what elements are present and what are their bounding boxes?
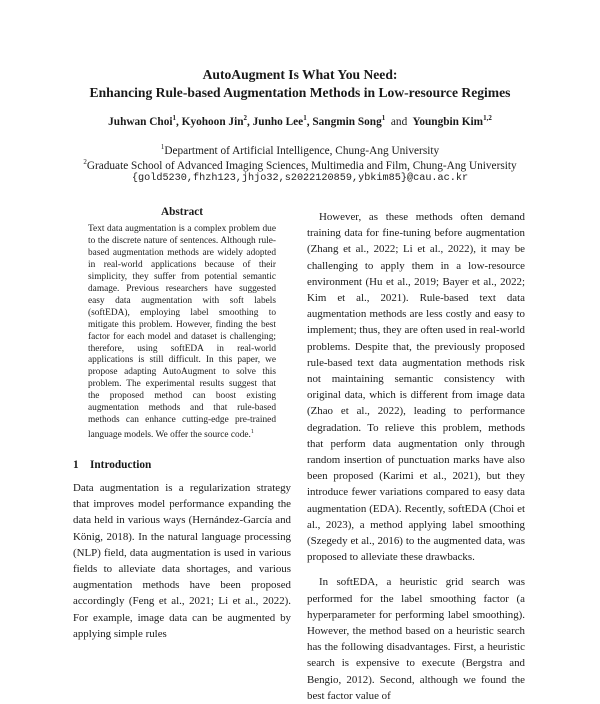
section-heading-introduction bbox=[73, 459, 151, 471]
affiliation-mark: 2 bbox=[83, 158, 87, 166]
left-column-body bbox=[73, 480, 291, 642]
footnote-mark: 1 bbox=[250, 429, 254, 436]
title-line-1: AutoAugment Is What You Need: bbox=[202, 67, 398, 82]
author: Kyohoon Jin bbox=[181, 115, 244, 128]
author: Junho Lee bbox=[252, 115, 304, 128]
section-number: 1 bbox=[73, 459, 79, 471]
abstract-heading: Abstract bbox=[160, 206, 204, 218]
abstract-text: Text data augmentation is a complex problem due to the discrete nature of sentences. Although rule-based augmentation methods are widely adopted in real-world applications because of their simplicity, they suffer from potential semantic damage. Previous researchers have suggested easy data augmentation with soft labels (softEDA), employing label smoothing to mitigate this problem. However, finding the best factor for each model and dataset is challenging; therefore, using softEDA in real-world applications is still difficult. In this paper, we propose adapting AutoAugment to solve this problem. The experimental results suggest that the proposed method can boost existing augmentation methods and that rule-based methods can enhance cutting-edge pre-trained language models. We offer the source code. bbox=[88, 224, 276, 441]
affiliation-text: Department of Artificial Intelligence, Chung-Ang University bbox=[164, 144, 440, 157]
author: Youngbin Kim bbox=[412, 115, 484, 128]
right-column-body bbox=[307, 209, 525, 704]
author-affil-mark: 2 bbox=[243, 114, 247, 122]
author-conjunction: and bbox=[390, 115, 408, 128]
affiliation-text: Graduate School of Advanced Imaging Sciences, Multimedia and Film, Chung-Ang University bbox=[86, 159, 517, 172]
paper-title bbox=[0, 66, 600, 102]
author-affil-mark: 1 bbox=[381, 114, 386, 122]
author-list: Juhwan Choi$^1$, Kyohoon Jin$^2$, Junho Lee$^1$, Sangmin Song$^1$ and Youngbin Kim$^{1,2}$ bbox=[108, 114, 492, 128]
author: Sangmin Song bbox=[312, 115, 382, 128]
body-paragraph: However, as these methods often demand training data for fine-tuning before augmentation (Zhang et al., 2022; Li et al., 2022), it may be challenging to apply them in a low-resource environment (Hu et al., 2019; Bayer et al., 2022; Kim et al., 2021). Rule-based text data augmentation methods are less costly and easy to implement; thus, they are often used in real-world problems. Despite that, the previously proposed rule-based text data augmentation methods risk not maintaining semantic consistency with original data, which is different from image data (Zhao et al., 2022), leading to performance degradation. To relieve this problem, methods that perform data augmentation only through random insertion of punctuation marks have also been proposed (Karimi et al., 2021), but they introduce fewer variations compared to easy data augmentation (EDA). Recently, softEDA (Choi et al., 2023), a method applying label smoothing (Szegedy et al., 2016) to the augmented data, was proposed to alleviate these drawbacks. bbox=[307, 211, 525, 564]
contact-email: {gold5230,fhzh123,jhjo32,s2022120859,ybkim85}@cau.ac.kr bbox=[131, 173, 469, 184]
intro-paragraph: Data augmentation is a regularization strategy that improves model performance expanding the data held in various ways (Hernández-García and König, 2018). In the natural language processing (NLP) field, data augmentation is used in various fields to alleviate data shortages, and various augmentation methods have been proposed accordingly (Feng et al., 2021; Li et al., 2022). For example, image data can be augmented by applying simple rules bbox=[73, 482, 291, 640]
affiliation-2 bbox=[0, 155, 600, 173]
body-paragraph: In softEDA, a heuristic grid search was performed for the label smoothing factor (a hyperparameter for performing label smoothing). However, the method based on a heuristic search has the following disadvantages. First, a heuristic search is expensive to execute (Bergstra and Bengio, 2012). Second, although we found the best factor value of bbox=[307, 576, 525, 702]
author-affil-mark: 1 bbox=[303, 114, 307, 122]
author-affil-mark: 1 bbox=[172, 114, 176, 122]
title-line-2: Enhancing Rule-based Augmentation Methods in Low-resource Regimes bbox=[89, 85, 511, 100]
author: Juhwan Choi bbox=[108, 115, 173, 128]
affiliation-mark: 1 bbox=[160, 143, 165, 151]
section-title: Introduction bbox=[90, 459, 152, 471]
author-affil-mark: 1,2 bbox=[483, 114, 492, 122]
abstract-body bbox=[88, 224, 276, 442]
